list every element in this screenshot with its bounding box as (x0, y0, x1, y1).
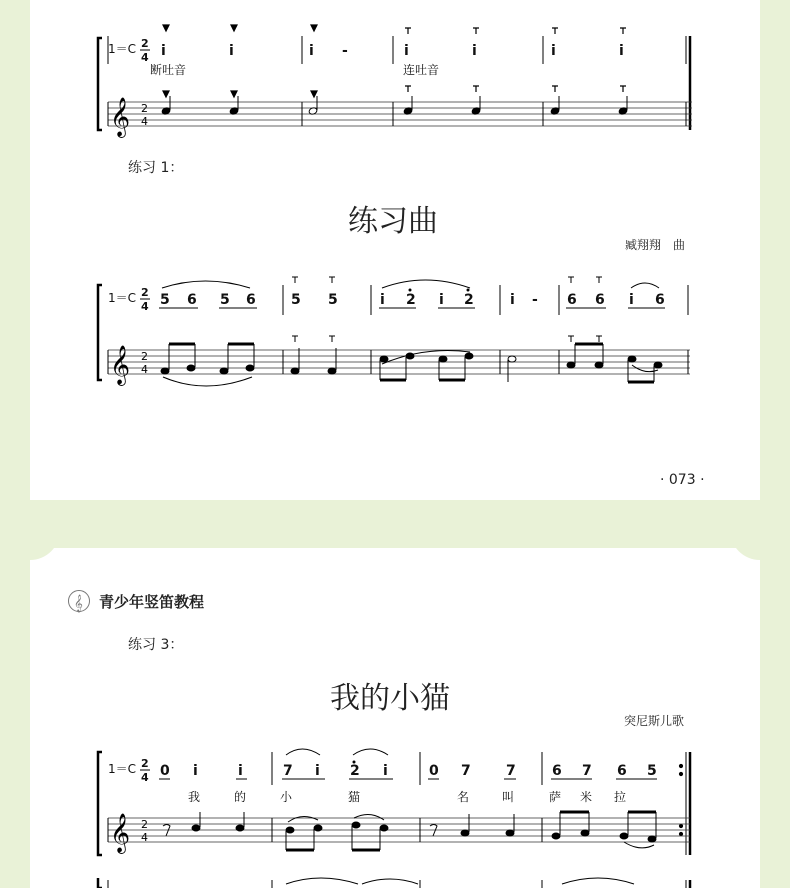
time-num-top: 2 (141, 37, 149, 50)
svg-text:6: 6 (595, 292, 605, 308)
svg-text:5: 5 (160, 292, 170, 308)
book-title: 青少年竖笛教程 (99, 593, 205, 611)
svg-text:i: i (551, 43, 556, 59)
svg-text:0: 0 (429, 763, 439, 779)
exercise1-title: 练习曲 (348, 204, 438, 239)
svg-text:i: i (315, 763, 320, 779)
svg-text:6: 6 (187, 292, 197, 308)
svg-text:小: 小 (280, 790, 293, 804)
svg-text:i: i (193, 763, 198, 779)
svg-text:2: 2 (141, 286, 149, 299)
svg-text:i: i (229, 43, 234, 59)
detached-tongue-label: 断吐音 (150, 63, 187, 77)
svg-text:猫: 猫 (348, 790, 361, 804)
book-logo-icon (68, 590, 90, 612)
svg-text:萨: 萨 (549, 790, 562, 804)
svg-text:i: i (629, 292, 634, 308)
svg-text:𝄞: 𝄞 (74, 594, 83, 612)
svg-text:2: 2 (406, 292, 416, 308)
exercise3-label: 练习 3： (128, 637, 184, 653)
exercise1-composer: 臧翔翔 曲 (625, 238, 686, 252)
svg-text:𝄞: 𝄞 (110, 97, 131, 137)
page-number: · 073 · (660, 472, 705, 488)
svg-text:6: 6 (567, 292, 577, 308)
svg-text:米: 米 (580, 790, 593, 804)
svg-text:i: i (161, 43, 166, 59)
svg-text:5: 5 (328, 292, 338, 308)
svg-text:7: 7 (506, 763, 516, 779)
svg-text:名: 名 (457, 790, 470, 804)
svg-text:2: 2 (141, 818, 148, 831)
jianpu-notes-ex3 (160, 763, 657, 779)
exercise3-composer: 突尼斯儿歌 (624, 714, 685, 728)
svg-text:的: 的 (234, 790, 247, 804)
svg-text:4: 4 (141, 363, 148, 376)
svg-text:4: 4 (141, 831, 148, 844)
svg-text:i: i (380, 292, 385, 308)
svg-text:𝄞: 𝄞 (110, 345, 131, 385)
svg-text:4: 4 (141, 115, 148, 128)
svg-text:i: i (619, 43, 624, 59)
svg-text:叫: 叫 (502, 790, 515, 804)
exercise1-label: 练习 1： (128, 160, 184, 176)
key-signature-ex1: 1＝C (108, 291, 137, 305)
svg-text:2: 2 (141, 350, 148, 363)
svg-text:7: 7 (461, 763, 471, 779)
svg-text:6: 6 (655, 292, 665, 308)
svg-text:i: i (510, 292, 515, 308)
svg-text:i: i (404, 43, 409, 59)
svg-text:4: 4 (141, 300, 149, 313)
svg-text:拉: 拉 (614, 790, 627, 804)
score-system-top (98, 25, 692, 138)
svg-text:2: 2 (464, 292, 474, 308)
svg-text:i: i (238, 763, 243, 779)
svg-text:7: 7 (582, 763, 592, 779)
key-signature-top: 1＝C (108, 42, 137, 56)
svg-text:7: 7 (283, 763, 293, 779)
svg-text:6: 6 (246, 292, 256, 308)
score-system-exercise3 (98, 749, 690, 888)
svg-text:2: 2 (141, 102, 148, 115)
svg-text:5: 5 (220, 292, 230, 308)
svg-text:0: 0 (160, 763, 170, 779)
svg-text:2: 2 (350, 763, 360, 779)
legato-tongue-label: 连吐音 (403, 63, 440, 77)
svg-text:i: i (309, 43, 314, 59)
svg-text:我: 我 (188, 790, 201, 804)
svg-text:4: 4 (141, 771, 149, 784)
exercise3-title: 我的小猫 (330, 681, 450, 716)
svg-text:2: 2 (141, 757, 149, 770)
lyrics-ex3 (188, 789, 626, 804)
svg-text:i: i (383, 763, 388, 779)
svg-text:6: 6 (617, 763, 627, 779)
svg-text:𝄞: 𝄞 (110, 813, 131, 853)
svg-text:5: 5 (647, 763, 657, 779)
svg-text:-: - (342, 43, 348, 59)
time-den-top: 4 (141, 51, 149, 64)
svg-text:5: 5 (291, 292, 301, 308)
svg-text:i: i (439, 292, 444, 308)
svg-text:-: - (532, 292, 538, 308)
svg-text:i: i (472, 43, 477, 59)
key-signature-ex3: 1＝C (108, 762, 137, 776)
staff-lines-top (108, 102, 692, 126)
score-system-exercise1 (98, 277, 690, 386)
jianpu-notes-top (161, 43, 624, 59)
svg-text:6: 6 (552, 763, 562, 779)
jianpu-notes-ex1 (160, 292, 665, 308)
